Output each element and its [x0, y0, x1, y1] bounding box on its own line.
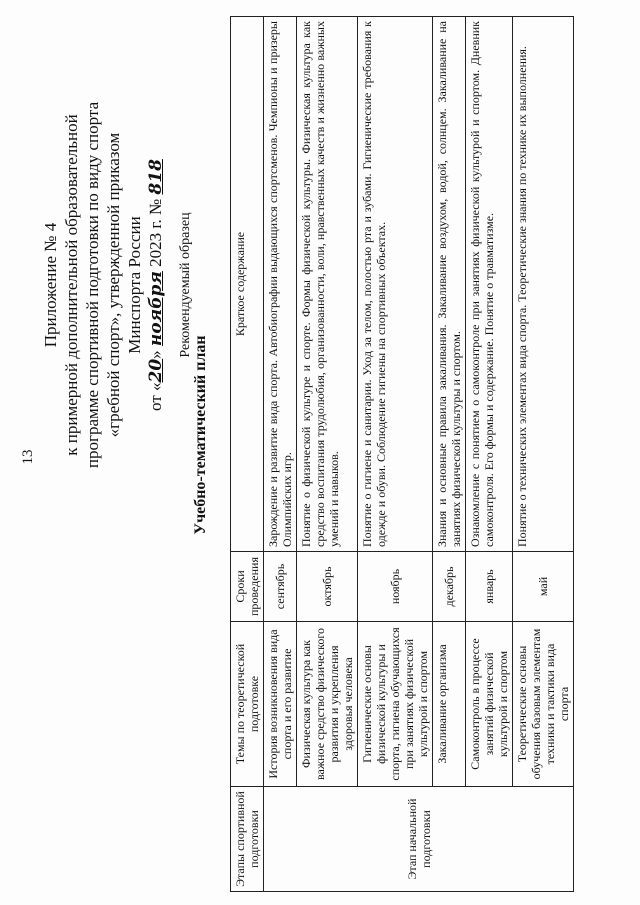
table-header-row — [231, 17, 264, 892]
term-cell: май — [513, 552, 574, 622]
appendix-line-2: к примерной дополнительной образовательной — [62, 114, 81, 456]
page-number: 13 — [20, 449, 36, 465]
appendix-title: Приложение № 4 — [41, 222, 60, 348]
term-cell: ноябрь — [358, 552, 433, 622]
content-cell: Знания и основные правила закаливания. Закаливание воздухом, водой, солнцем. Закаливание на занятиях физической культуры и спортом. — [433, 17, 466, 552]
order-number: 818 — [146, 159, 166, 195]
header-topics: Темы по теоретической подготовке — [231, 622, 264, 787]
topic-cell: Физическая культура как важное средство физического развития и укрепления здоровья человека — [297, 622, 358, 787]
content-cell: Ознакомление с понятием о самоконтроле при занятиях физической культурой и спортом. Дневник самоконтроля. Его формы и содержание. Понятие о травматизме. — [466, 17, 513, 552]
date-day: 20 — [146, 358, 166, 383]
appendix-line-5: Минспорта России — [125, 216, 144, 354]
appendix-line-3: программе спортивной подготовки по виду спорта — [83, 101, 102, 469]
topic-cell: Самоконтроль в процессе занятий физической культурой и спортом — [466, 622, 513, 787]
topic-cell: Закаливание организма — [433, 622, 466, 787]
order-date-line — [145, 0, 167, 575]
content-cell: Понятие о технических элементах вида спорта. Теоретические знания по технике их выполнения. — [513, 17, 574, 552]
appendix-line-4: «гребной спорт», утвержденной приказом — [104, 132, 123, 438]
stage-cell: Этап начальной подготовки — [264, 787, 574, 892]
plan-title: Учебно-тематический план — [192, 335, 209, 535]
content-cell: Понятие о физической культуре и спорте. Формы физической культуры. Физическая культура как средство воспитания трудолюбия, организованности, воли, нравственных качеств и жизненно важных умений и навыков. — [297, 17, 358, 552]
table-row — [513, 17, 574, 892]
table-row — [466, 17, 513, 892]
term-cell: сентябрь — [264, 552, 297, 622]
appendix-header — [40, 0, 196, 575]
table-row — [358, 17, 433, 892]
table-row — [264, 17, 297, 892]
term-cell: октябрь — [297, 552, 358, 622]
term-cell: декабрь — [433, 552, 466, 622]
term-cell: январь — [466, 552, 513, 622]
header-stage: Этапы спортивной подготовки — [231, 787, 264, 892]
topic-cell: Гигиенические основы физической культуры и спорта, гигиена обучающихся при занятиях физической культурой и спортом — [358, 622, 433, 787]
recommended-sample-label: Рекомендуемый образец — [178, 212, 193, 358]
header-content: Краткое содержание — [231, 17, 264, 552]
content-cell: Понятие о гигиене и санитарии. Уход за телом, полостью рта и зубами. Гигиенические требования к одежде и обуви. Соблюдение гигиены на спортивных объектах. — [358, 17, 433, 552]
date-prefix: от « — [146, 382, 165, 411]
date-year: 2023 г. № — [146, 194, 165, 272]
plan-table — [230, 16, 574, 892]
date-month: ноября — [146, 271, 166, 347]
topic-cell: История возникновения вида спорта и его развитие — [264, 622, 297, 787]
table-row — [297, 17, 358, 892]
table-row — [433, 17, 466, 892]
topic-cell: Теоретические основы обучения базовым элементам техники и тактики вида спорта — [513, 622, 574, 787]
header-terms: Сроки проведения — [231, 552, 264, 622]
content-cell: Зарождение и развитие вида спорта. Автобиографии выдающихся спортсменов. Чемпионы и призеры Олимпийских игр. — [264, 17, 297, 552]
date-mid: » — [146, 346, 165, 359]
